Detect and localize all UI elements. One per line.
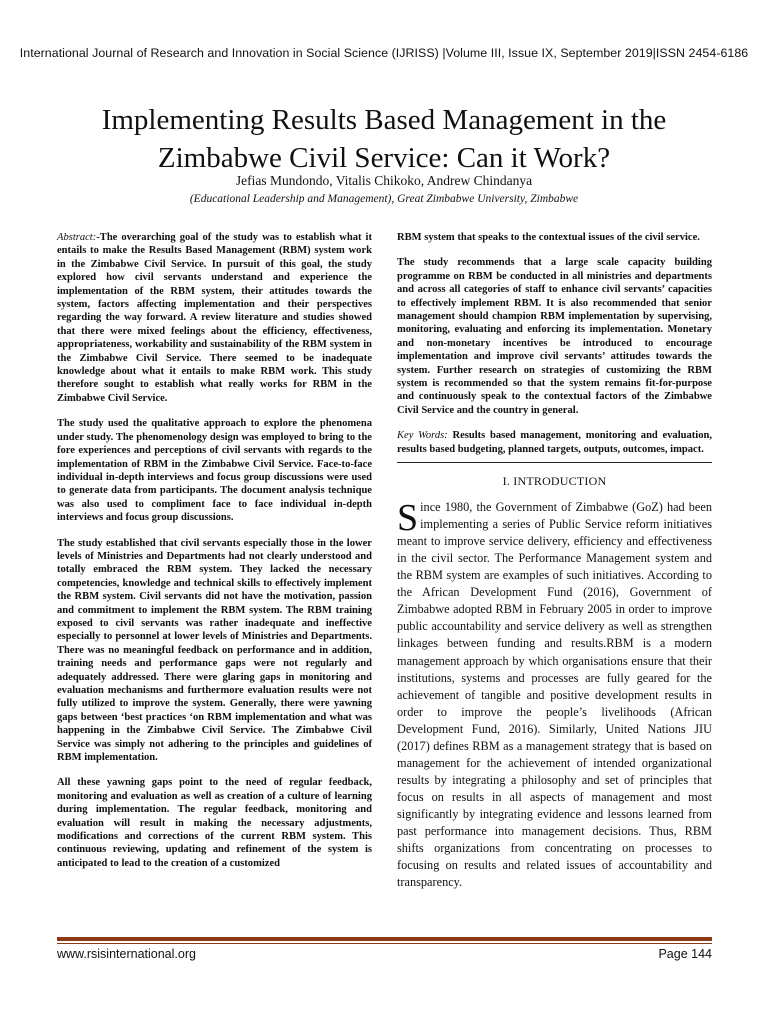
introduction-paragraph (397, 499, 712, 891)
footer-divider-thin (57, 943, 712, 944)
paper-title (40, 101, 728, 177)
right-column (397, 231, 712, 891)
left-column (57, 231, 372, 882)
journal-header: International Journal of Research and Innovation in Social Science (IJRISS) |Volume III, Issue IX, September 2019|ISSN 2454-6186 (19, 46, 749, 60)
abstract-label: Abstract: (57, 232, 97, 243)
footer-website: www.rsisinternational.org (57, 947, 196, 961)
section-heading-introduction: I. INTRODUCTION (502, 474, 607, 489)
keywords-text: Results based management, monitoring and evaluation, results based budgeting, planned targets, outputs, outcomes, impact. (397, 430, 712, 455)
footer-page-number: Page 144 (658, 947, 712, 961)
abstract-paragraph-6: The study recommends that a large scale capacity building programme on RBM be conducted in all ministries and departments and across all categories of staff to enhance civil servants’ capacities to effectively implement RBM. It is also recommended that senior management should champion RBM implementation by supervising, monitoring, evaluating and enforcing its implementation. Monetary and non-monetary incentives be introduced to encourage implementation and improve civil servants’ attitudes towards the system. Further research on strategies of customizing the RBM system is recommended so that the system remains fit-for-purpose and continuously speak to the contextual factors of the Zimbabwe Civil Service and the country in general. (397, 257, 712, 416)
authors: Jefias Mundondo, Vitalis Chikoko, Andrew Chindanya (235, 173, 533, 188)
abstract-paragraph-3: The study established that civil servants especially those in the lower levels of Ministries and Departments had not clearly understood and totally embraced the RBM system. They lacked the necessary competencies, knowledge and technical skills to effectively implement the RBM system. Civil servants did not have the motivation, passion and commitment to implement the RBM system. The RBM training exposed to civil servants was rather inadequate and ineffective especially to personnel at lower levels of Ministries and Departments. There was no meaningful feedback on performance and in addition, training needs and performance gaps were not regularly and adequately addressed. There were glaring gaps in monitoring and evaluation mechanisms and furthermore evaluation results were not fully utilized to improve the system. Generally, there were yawning gaps between ‘best practices ‘on RBM implementation and what was happening in the Zimbabwe Civil Service. The Zimbabwe Civil Service was simply not adhering to the principles and guidelines of RBM implementation. (57, 537, 372, 764)
abstract-paragraph-1 (57, 231, 372, 405)
keywords-label: Key Words: (397, 430, 448, 442)
footer-divider (57, 937, 712, 941)
paper-title-line-2: Zimbabwe Civil Service: Can it Work? (157, 142, 611, 175)
abstract-paragraph-4: All these yawning gaps point to the need of regular feedback, monitoring and evaluation as well as creation of a culture of learning during implementation. The regular feedback, monitoring and evaluation will result in making the necessary adjustments, modifications and corrections of the current RBM system. This continuous reviewing, updating and refinement of the system is anticipated to lead to the creation of a customized (57, 777, 372, 869)
keywords (397, 429, 712, 456)
affiliation: (Educational Leadership and Management), Great Zimbabwe University, Zimbabwe (189, 193, 579, 205)
introduction-text: ince 1980, the Government of Zimbabwe (GoZ) had been implementing a series of Public Service reform initiatives meant to improve service delivery, efficiency and effectiveness in the civil sector. The Performance Management system and the RBM system are examples of such initiatives. According to the African Development Fund (2016), Government of Zimbabwe adopted RBM in February 2005 in order to improve public accountability and service delivery as well as strengthen linkages between funding and results.RBM is a modern management approach by which organisations ensure that their institutions, systems and processes are fully geared for the achievement of tangible and positive development results in order to improve the people’s livelihoods (African Development Fund, 2016). Similarly, United Nations JIU (2017) defines RBM as a management strategy that is based on management for the achievement of intended organizational results by integrating a philosophy and set of principles that focus on results in all aspects of management and most significantly by integrating evidence and lessons learned from past performance into management decisions. Thus, RBM shifts organizations from concentrating on processes to focusing on results and related issues of accountability and transparency. (397, 500, 712, 890)
paper-title-line-1: Implementing Results Based Management in the (101, 104, 667, 137)
abstract-text-1: -The overarching goal of the study was to establish what it entails to make the Results Based Management (RBM) system work in the Zimbabwe Civil Service. In pursuit of this goal, the study explored how civil servants understand and experience the implementation of the RBM system, their attitudes towards the system, factors affecting implementation and their perspectives regarding the way forward. A review literature and studies showed that there were mixed feelings about the efficiency, effectiveness, appropriateness, workability and sustainability of the RBM system in the Zimbabwe Civil Service. There seemed to be inadequate knowledge about what it entails to make RBM work. This study therefore sought to establish what really works for RBM in the Zimbabwe Civil Service. (57, 232, 372, 404)
drop-cap: S (397, 497, 419, 540)
abstract-paragraph-2: The study used the qualitative approach to explore the phenomena under study. The phenomenology design was employed to bring to the fore experiences and perceptions of civil servants with regards to the implementation of RBM in the Zimbabwe Civil Service. Face-to-face individual in-depth interviews and focus group discussions were used to generate data from participants. The document analysis technique was also used to compliment face to face individual in-depth interviews and focus group discussions. (57, 418, 372, 524)
keywords-divider (397, 462, 712, 463)
abstract-paragraph-5: RBM system that speaks to the contextual issues of the civil service. (397, 232, 700, 243)
